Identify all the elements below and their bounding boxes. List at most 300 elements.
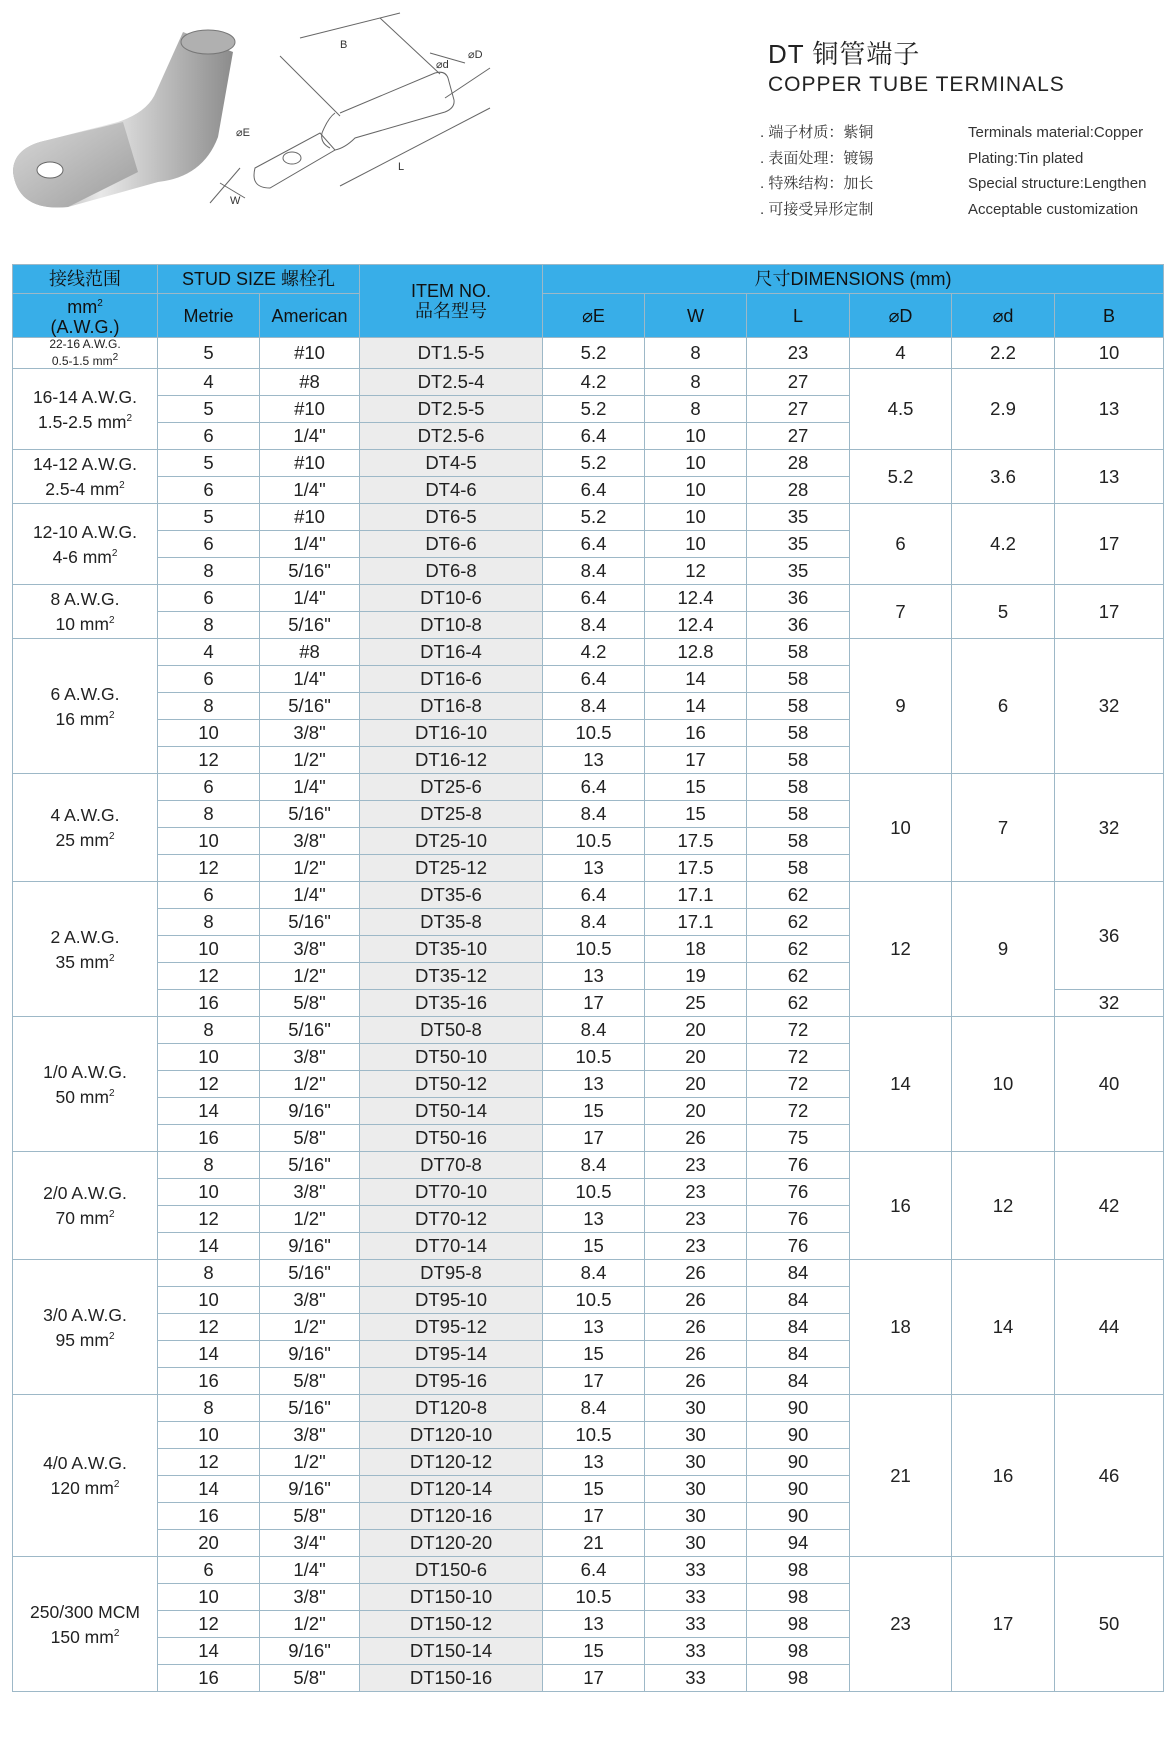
metric-cell: 8 — [158, 612, 260, 639]
item-no-cell: DT25-6 — [360, 774, 543, 801]
l-cell: 58 — [747, 774, 850, 801]
b-cell: 13 — [1055, 369, 1164, 450]
metric-cell: 6 — [158, 423, 260, 450]
header-b: B — [1055, 294, 1164, 338]
metric-cell: 4 — [158, 639, 260, 666]
range-mm-value: 0.5-1.5 mm — [51, 354, 113, 368]
dim-label-l: L — [398, 161, 405, 173]
l-cell: 75 — [747, 1125, 850, 1152]
w-cell: 30 — [645, 1422, 747, 1449]
d-outer-cell: 18 — [850, 1260, 952, 1395]
l-cell: 84 — [747, 1368, 850, 1395]
w-cell: 18 — [645, 936, 747, 963]
metric-cell: 12 — [158, 855, 260, 882]
range-mm-value: 70 mm — [55, 1207, 109, 1228]
e-cell: 13 — [543, 963, 645, 990]
l-cell: 28 — [747, 450, 850, 477]
american-cell: 5/8" — [260, 1503, 360, 1530]
header-l: L — [747, 294, 850, 338]
w-cell: 8 — [645, 369, 747, 396]
w-cell: 15 — [645, 801, 747, 828]
metric-cell: 16 — [158, 1368, 260, 1395]
range-mm: 120 $mm^2$ — [50, 1477, 120, 1498]
metric-cell: 8 — [158, 1152, 260, 1179]
table-row — [13, 338, 1164, 369]
l-cell: 23 — [747, 338, 850, 369]
american-cell: 1/4" — [260, 1557, 360, 1584]
l-cell: 90 — [747, 1422, 850, 1449]
header-range-unit: $mm^2$ (A.W.G.) — [13, 294, 158, 338]
item-no-cell: DT35-8 — [360, 909, 543, 936]
american-cell: 3/8" — [260, 1584, 360, 1611]
item-no-cell: DT95-16 — [360, 1368, 543, 1395]
item-no-cell: DT70-10 — [360, 1179, 543, 1206]
w-cell: 12.4 — [645, 585, 747, 612]
d-inner-cell: 2.9 — [952, 369, 1055, 450]
b-cell: 10 — [1055, 338, 1164, 369]
item-no-cell: DT1.5-5 — [360, 338, 543, 369]
metric-cell: 6 — [158, 666, 260, 693]
header-item-no — [360, 265, 543, 338]
range-mm-value: 150 mm — [50, 1626, 114, 1647]
range-cell — [13, 1017, 158, 1152]
e-cell: 10.5 — [543, 1422, 645, 1449]
spec-item-en: Plating:Tin plated — [968, 149, 1084, 167]
w-cell: 26 — [645, 1260, 747, 1287]
e-cell: 17 — [543, 1503, 645, 1530]
l-cell: 98 — [747, 1665, 850, 1692]
e-cell: 17 — [543, 1368, 645, 1395]
american-cell: #10 — [260, 504, 360, 531]
item-no-cell: DT2.5-4 — [360, 369, 543, 396]
l-cell: 62 — [747, 963, 850, 990]
e-cell: 8.4 — [543, 1395, 645, 1422]
w-cell: 30 — [645, 1395, 747, 1422]
item-no-cell: DT95-14 — [360, 1341, 543, 1368]
e-cell: 17 — [543, 990, 645, 1017]
metric-cell: 20 — [158, 1530, 260, 1557]
item-no-cell: DT16-12 — [360, 747, 543, 774]
metric-cell: 12 — [158, 1449, 260, 1476]
spec-item-en: Acceptable customization — [968, 200, 1139, 218]
e-cell: 13 — [543, 1449, 645, 1476]
metric-cell: 14 — [158, 1341, 260, 1368]
range-awg: 250/300 MCM — [30, 1601, 140, 1622]
l-cell: 27 — [747, 369, 850, 396]
w-cell: 30 — [645, 1476, 747, 1503]
e-cell: 10.5 — [543, 720, 645, 747]
header-american: American — [260, 294, 360, 338]
b-cell: 36 — [1055, 882, 1164, 990]
american-cell: 5/16" — [260, 1152, 360, 1179]
metric-cell: 5 — [158, 504, 260, 531]
metric-cell: 14 — [158, 1098, 260, 1125]
item-no-cell: DT95-8 — [360, 1260, 543, 1287]
table-row — [13, 882, 1164, 909]
e-cell: 15 — [543, 1098, 645, 1125]
e-cell: 4.2 — [543, 369, 645, 396]
d-outer-cell: 7 — [850, 585, 952, 639]
d-outer-cell: 5.2 — [850, 450, 952, 504]
item-no-cell: DT120-8 — [360, 1395, 543, 1422]
d-outer-cell: 9 — [850, 639, 952, 774]
terminal-dimension-drawing — [230, 8, 570, 238]
d-outer-cell: 16 — [850, 1152, 952, 1260]
metric-cell: 10 — [158, 936, 260, 963]
dim-label-phi-d-outer: ⌀D — [468, 49, 483, 61]
e-cell: 15 — [543, 1638, 645, 1665]
metric-cell: 6 — [158, 882, 260, 909]
d-outer-cell: 4 — [850, 338, 952, 369]
metric-cell: 14 — [158, 1233, 260, 1260]
range-mm-value: 1.5-2.5 mm — [37, 411, 127, 432]
header-range-mm: mm — [67, 297, 98, 317]
w-cell: 23 — [645, 1233, 747, 1260]
d-outer-cell: 10 — [850, 774, 952, 882]
b-cell: 32 — [1055, 990, 1164, 1017]
b-cell: 17 — [1055, 585, 1164, 639]
w-cell: 14 — [645, 693, 747, 720]
american-cell: 5/16" — [260, 801, 360, 828]
l-cell: 58 — [747, 828, 850, 855]
d-inner-cell: 17 — [952, 1557, 1055, 1692]
e-cell: 17 — [543, 1665, 645, 1692]
e-cell: 13 — [543, 1611, 645, 1638]
metric-cell: 12 — [158, 1206, 260, 1233]
w-cell: 12.4 — [645, 612, 747, 639]
d-outer-cell: 21 — [850, 1395, 952, 1557]
w-cell: 20 — [645, 1017, 747, 1044]
header-range-awg: (A.W.G.) — [50, 317, 120, 337]
table-row — [13, 369, 1164, 396]
e-cell: 6.4 — [543, 477, 645, 504]
item-no-cell: DT50-14 — [360, 1098, 543, 1125]
w-cell: 26 — [645, 1287, 747, 1314]
item-no-cell: DT70-12 — [360, 1206, 543, 1233]
item-no-cell: DT70-8 — [360, 1152, 543, 1179]
item-no-cell: DT10-6 — [360, 585, 543, 612]
american-cell: 5/8" — [260, 1368, 360, 1395]
b-cell: 32 — [1055, 639, 1164, 774]
american-cell: 3/8" — [260, 1422, 360, 1449]
header-d-outer: ⌀D — [850, 294, 952, 338]
american-cell: #8 — [260, 639, 360, 666]
american-cell: 3/8" — [260, 1179, 360, 1206]
metric-cell: 14 — [158, 1638, 260, 1665]
d-inner-cell: 5 — [952, 585, 1055, 639]
dim-label-phi-e: ⌀E — [236, 127, 250, 139]
item-no-cell: DT6-5 — [360, 504, 543, 531]
d-outer-cell: 4.5 — [850, 369, 952, 450]
item-no-cell: DT16-6 — [360, 666, 543, 693]
l-cell: 90 — [747, 1449, 850, 1476]
w-cell: 26 — [645, 1341, 747, 1368]
l-cell: 58 — [747, 801, 850, 828]
d-inner-cell: 3.6 — [952, 450, 1055, 504]
american-cell: 5/16" — [260, 612, 360, 639]
w-cell: 25 — [645, 990, 747, 1017]
l-cell: 58 — [747, 693, 850, 720]
range-mm: 16 $mm^2$ — [55, 708, 115, 729]
range-mm: 2.5-4 $mm^2$ — [45, 478, 125, 499]
w-cell: 10 — [645, 423, 747, 450]
header-item-cn: 品名型号 — [415, 301, 488, 321]
b-cell: 13 — [1055, 450, 1164, 504]
w-cell: 20 — [645, 1044, 747, 1071]
w-cell: 19 — [645, 963, 747, 990]
range-mm: 95 $mm^2$ — [55, 1329, 115, 1350]
e-cell: 10.5 — [543, 1179, 645, 1206]
w-cell: 23 — [645, 1152, 747, 1179]
american-cell: 1/2" — [260, 1071, 360, 1098]
item-no-cell: DT2.5-5 — [360, 396, 543, 423]
l-cell: 84 — [747, 1314, 850, 1341]
metric-cell: 10 — [158, 1422, 260, 1449]
e-cell: 6.4 — [543, 882, 645, 909]
american-cell: #10 — [260, 338, 360, 369]
w-cell: 23 — [645, 1206, 747, 1233]
range-cell — [13, 882, 158, 1017]
metric-cell: 10 — [158, 1584, 260, 1611]
range-mm-value: 4-6 mm — [52, 546, 112, 567]
metric-cell: 8 — [158, 909, 260, 936]
range-mm: 50 $mm^2$ — [55, 1086, 115, 1107]
e-cell: 13 — [543, 1206, 645, 1233]
e-cell: 5.2 — [543, 338, 645, 369]
w-cell: 17.5 — [645, 855, 747, 882]
american-cell: 5/16" — [260, 1260, 360, 1287]
range-mm-value: 35 mm — [55, 951, 109, 972]
metric-cell: 6 — [158, 531, 260, 558]
w-cell: 10 — [645, 450, 747, 477]
metric-cell: 10 — [158, 1044, 260, 1071]
item-no-cell: DT120-16 — [360, 1503, 543, 1530]
table-row — [13, 450, 1164, 477]
table-row — [13, 585, 1164, 612]
w-cell: 33 — [645, 1611, 747, 1638]
l-cell: 90 — [747, 1395, 850, 1422]
w-cell: 16 — [645, 720, 747, 747]
d-inner-cell: 12 — [952, 1152, 1055, 1260]
spec-item-en: Special structure:Lengthen — [968, 175, 1147, 192]
e-cell: 8.4 — [543, 1017, 645, 1044]
l-cell: 62 — [747, 882, 850, 909]
d-inner-cell: 7 — [952, 774, 1055, 882]
dim-label-phi-d-inner: ⌀d — [436, 59, 449, 71]
metric-cell: 14 — [158, 1476, 260, 1503]
american-cell: 1/2" — [260, 1206, 360, 1233]
range-mm-value: 16 mm — [55, 708, 109, 729]
table-row — [13, 1017, 1164, 1044]
range-mm-value: 2.5-4 mm — [45, 478, 120, 499]
item-no-cell: DT150-14 — [360, 1638, 543, 1665]
l-cell: 58 — [747, 639, 850, 666]
table-body — [13, 338, 1164, 1692]
american-cell: 5/8" — [260, 1665, 360, 1692]
metric-cell: 8 — [158, 801, 260, 828]
american-cell: 5/16" — [260, 1017, 360, 1044]
american-cell: 9/16" — [260, 1341, 360, 1368]
metric-cell: 16 — [158, 990, 260, 1017]
l-cell: 35 — [747, 558, 850, 585]
item-no-cell: DT6-6 — [360, 531, 543, 558]
header-w: W — [645, 294, 747, 338]
w-cell: 15 — [645, 774, 747, 801]
item-no-cell: DT10-8 — [360, 612, 543, 639]
dim-label-b: B — [340, 39, 348, 51]
metric-cell: 10 — [158, 828, 260, 855]
d-outer-cell: 12 — [850, 882, 952, 1017]
item-no-cell: DT16-4 — [360, 639, 543, 666]
item-no-cell: DT25-12 — [360, 855, 543, 882]
american-cell: 3/8" — [260, 936, 360, 963]
d-outer-cell: 14 — [850, 1017, 952, 1152]
e-cell: 15 — [543, 1341, 645, 1368]
e-cell: 13 — [543, 1071, 645, 1098]
american-cell: 1/2" — [260, 1314, 360, 1341]
l-cell: 84 — [747, 1260, 850, 1287]
e-cell: 6.4 — [543, 1557, 645, 1584]
header — [0, 0, 1176, 255]
spec-item-cn: . 表面处理：镀锡 — [760, 149, 874, 167]
metric-cell: 8 — [158, 1260, 260, 1287]
b-cell: 50 — [1055, 1557, 1164, 1692]
d-inner-cell: 4.2 — [952, 504, 1055, 585]
spec-item-cn: . 端子材质：紫铜 — [760, 124, 874, 141]
american-cell: 1/2" — [260, 747, 360, 774]
american-cell: 9/16" — [260, 1476, 360, 1503]
l-cell: 94 — [747, 1530, 850, 1557]
e-cell: 10.5 — [543, 936, 645, 963]
metric-cell: 4 — [158, 369, 260, 396]
metric-cell: 10 — [158, 720, 260, 747]
metric-cell: 6 — [158, 585, 260, 612]
metric-cell: 12 — [158, 747, 260, 774]
range-cell — [13, 338, 158, 369]
item-no-cell: DT2.5-6 — [360, 423, 543, 450]
metric-cell: 5 — [158, 450, 260, 477]
metric-cell: 12 — [158, 963, 260, 990]
w-cell: 12.8 — [645, 639, 747, 666]
item-no-cell: DT120-12 — [360, 1449, 543, 1476]
l-cell: 35 — [747, 531, 850, 558]
american-cell: #10 — [260, 450, 360, 477]
item-no-cell: DT50-12 — [360, 1071, 543, 1098]
american-cell: 5/8" — [260, 1125, 360, 1152]
w-cell: 26 — [645, 1125, 747, 1152]
american-cell: #10 — [260, 396, 360, 423]
l-cell: 58 — [747, 855, 850, 882]
range-awg: 8 A.W.G. — [50, 589, 120, 610]
w-cell: 26 — [645, 1314, 747, 1341]
page-title-en: COPPER TUBE TERMINALS — [768, 73, 1065, 96]
l-cell: 72 — [747, 1071, 850, 1098]
item-no-cell: DT50-16 — [360, 1125, 543, 1152]
l-cell: 76 — [747, 1179, 850, 1206]
item-no-cell: DT50-10 — [360, 1044, 543, 1071]
range-awg: 22-16 A.W.G. — [49, 337, 121, 351]
table-row — [13, 504, 1164, 531]
d-outer-cell: 23 — [850, 1557, 952, 1692]
range-mm: 0.5-1.5 $mm^2$ — [51, 352, 119, 368]
range-mm-value: 50 mm — [55, 1086, 109, 1107]
w-cell: 26 — [645, 1368, 747, 1395]
american-cell: 1/2" — [260, 1449, 360, 1476]
table-row — [13, 1260, 1164, 1287]
e-cell: 10.5 — [543, 1287, 645, 1314]
l-cell: 76 — [747, 1206, 850, 1233]
american-cell: 1/2" — [260, 855, 360, 882]
metric-cell: 10 — [158, 1179, 260, 1206]
american-cell: 9/16" — [260, 1638, 360, 1665]
item-no-cell: DT50-8 — [360, 1017, 543, 1044]
range-mm-value: 95 mm — [55, 1329, 109, 1350]
range-cell — [13, 1260, 158, 1395]
e-cell: 13 — [543, 855, 645, 882]
range-cell — [13, 585, 158, 639]
item-no-cell: DT35-10 — [360, 936, 543, 963]
range-cell — [13, 774, 158, 882]
metric-cell: 8 — [158, 558, 260, 585]
item-no-cell: DT25-10 — [360, 828, 543, 855]
range-awg: 12-10 A.W.G. — [32, 521, 138, 542]
d-inner-cell: 9 — [952, 882, 1055, 1017]
e-cell: 10.5 — [543, 1584, 645, 1611]
metric-cell: 6 — [158, 774, 260, 801]
b-cell: 32 — [1055, 774, 1164, 882]
w-cell: 10 — [645, 477, 747, 504]
range-mm: 25 $mm^2$ — [55, 829, 115, 850]
d-inner-cell: 16 — [952, 1395, 1055, 1557]
item-no-cell: DT120-20 — [360, 1530, 543, 1557]
metric-cell: 5 — [158, 396, 260, 423]
range-mm: 35 $mm^2$ — [55, 951, 115, 972]
l-cell: 62 — [747, 936, 850, 963]
dim-label-w: W — [230, 195, 241, 207]
range-cell — [13, 1557, 158, 1692]
header-metric: Metrie — [158, 294, 260, 338]
item-no-cell: DT4-5 — [360, 450, 543, 477]
l-cell: 27 — [747, 423, 850, 450]
item-no-cell: DT35-12 — [360, 963, 543, 990]
american-cell: 1/4" — [260, 585, 360, 612]
w-cell: 17 — [645, 747, 747, 774]
e-cell: 8.4 — [543, 693, 645, 720]
header-dimensions: 尺寸DIMENSIONS (mm) — [543, 265, 1164, 294]
e-cell: 4.2 — [543, 639, 645, 666]
american-cell: 1/4" — [260, 531, 360, 558]
item-no-cell: DT35-6 — [360, 882, 543, 909]
range-awg: 4/0 A.W.G. — [43, 1453, 127, 1474]
american-cell: 9/16" — [260, 1098, 360, 1125]
e-cell: 8.4 — [543, 612, 645, 639]
range-cell — [13, 369, 158, 450]
dimensions-table — [12, 264, 1164, 1692]
w-cell: 10 — [645, 531, 747, 558]
l-cell: 72 — [747, 1098, 850, 1125]
metric-cell: 6 — [158, 1557, 260, 1584]
range-awg: 6 A.W.G. — [50, 683, 120, 704]
b-cell: 17 — [1055, 504, 1164, 585]
e-cell: 8.4 — [543, 1152, 645, 1179]
range-mm: 1.5-2.5 $mm^2$ — [37, 411, 133, 432]
metric-cell: 5 — [158, 338, 260, 369]
item-no-cell: DT70-14 — [360, 1233, 543, 1260]
american-cell: 3/8" — [260, 720, 360, 747]
w-cell: 17.5 — [645, 828, 747, 855]
l-cell: 35 — [747, 504, 850, 531]
w-cell: 14 — [645, 666, 747, 693]
